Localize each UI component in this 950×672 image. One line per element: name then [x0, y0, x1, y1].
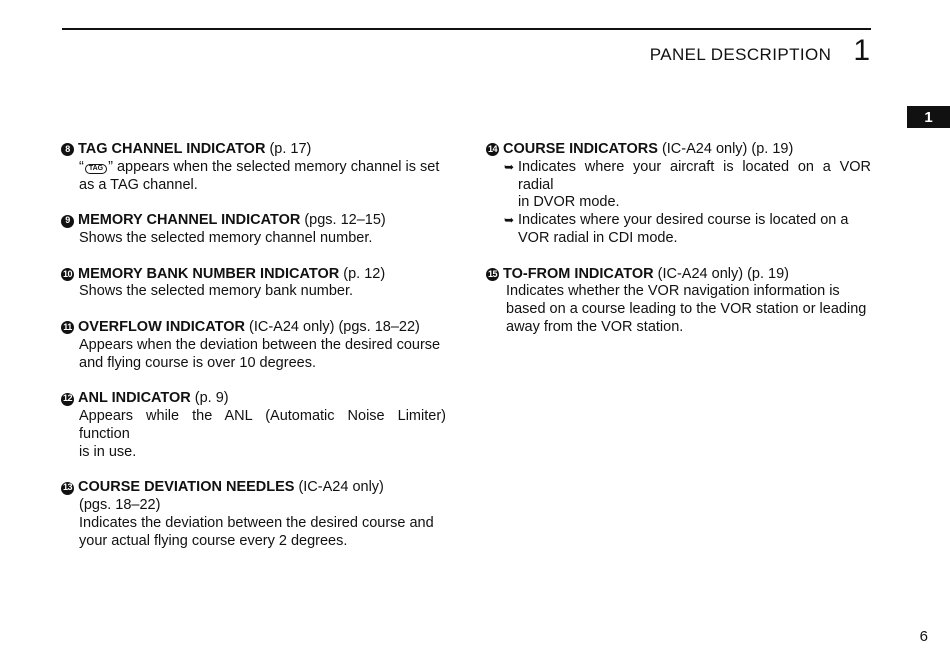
- bullet-text: VOR radial in CDI mode.: [518, 229, 678, 246]
- description-text: is in use.: [79, 443, 137, 460]
- page-reference: (pgs. 12–15): [304, 212, 386, 229]
- description-text: Indicates whether the VOR navigation information is: [506, 283, 840, 300]
- right-arrow-icon: ➥: [504, 159, 515, 174]
- item-description: [61, 497, 446, 550]
- bullet-item: [486, 212, 871, 230]
- bullet-continuation: [486, 230, 871, 248]
- item-title: COURSE DEVIATION NEEDLES: [78, 479, 295, 496]
- description-text: away from the VOR station.: [506, 318, 684, 335]
- page-header: [650, 34, 870, 68]
- right-arrow-icon: ➥: [504, 213, 515, 228]
- bullet-text: Indicates where your aircraft is located on a VOR radial: [518, 158, 871, 193]
- bullet-item: [486, 159, 871, 195]
- item-title: MEMORY BANK NUMBER INDICATOR: [78, 265, 340, 282]
- description-text: based on a course leading to the VOR station or leading: [506, 301, 867, 318]
- item-anl: [61, 390, 446, 461]
- item-title: ANL INDICATOR: [78, 390, 191, 407]
- item-header: [61, 141, 446, 159]
- number-14-icon: 14: [486, 143, 499, 156]
- page-reference: (p. 9): [194, 390, 229, 407]
- item-description: [61, 159, 446, 195]
- description-text: your actual flying course every 2 degrees.: [79, 532, 348, 549]
- item-memory-bank: [61, 266, 446, 302]
- description-text: ” appears when the selected memory channel is set: [108, 158, 440, 175]
- left-column: [61, 141, 446, 568]
- chapter-tab: 1: [907, 106, 950, 128]
- number-11-icon: 11: [61, 321, 74, 334]
- item-header: [486, 141, 871, 159]
- item-memory-channel: [61, 212, 446, 248]
- item-title: OVERFLOW INDICATOR: [78, 318, 246, 335]
- item-course-indicators: [486, 141, 871, 248]
- description-text: Appears while the ANL (Automatic Noise Limiter) function: [79, 407, 446, 442]
- item-description: [61, 337, 446, 373]
- description-text: and flying course is over 10 degrees.: [79, 354, 316, 371]
- description-text: as a TAG channel.: [79, 176, 198, 193]
- item-description: [61, 283, 446, 301]
- description-text: (pgs. 18–22): [79, 496, 161, 513]
- bullet-continuation: [486, 194, 871, 212]
- open-quote: “: [79, 158, 84, 175]
- item-title: MEMORY CHANNEL INDICATOR: [78, 212, 301, 229]
- item-description: [61, 408, 446, 461]
- item-description: [61, 230, 446, 248]
- page-reference: (IC-A24 only) (pgs. 18–22): [249, 318, 420, 335]
- item-title: TAG CHANNEL INDICATOR: [78, 141, 266, 157]
- item-to-from: [486, 266, 871, 337]
- item-header: [61, 319, 446, 337]
- page-reference: (IC-A24 only) (p. 19): [661, 141, 794, 157]
- item-tag-channel: [61, 141, 446, 194]
- description-text: Appears when the deviation between the desired course: [79, 336, 441, 353]
- chapter-number: 1: [853, 34, 870, 67]
- item-header: [61, 390, 446, 408]
- item-header: [61, 212, 446, 230]
- page-reference: (p. 12): [343, 265, 386, 282]
- item-description: [486, 283, 871, 336]
- header-rule: [62, 28, 871, 30]
- number-8-icon: 8: [61, 143, 74, 156]
- item-header: [486, 266, 871, 284]
- bullet-text: Indicates where your desired course is located on a: [518, 212, 849, 229]
- page-reference: (IC-A24 only) (p. 19): [657, 265, 789, 282]
- tag-icon: TAG: [85, 164, 107, 174]
- description-text: Shows the selected memory channel number.: [79, 229, 373, 246]
- page-number: 6: [919, 628, 928, 645]
- item-title: COURSE INDICATORS: [503, 141, 658, 157]
- description-text: Shows the selected memory bank number.: [79, 283, 354, 300]
- description-text: Indicates the deviation between the desired course and: [79, 514, 434, 531]
- item-course-deviation: [61, 479, 446, 550]
- section-title: PANEL DESCRIPTION: [649, 45, 832, 64]
- item-overflow: [61, 319, 446, 372]
- right-column: [486, 141, 871, 355]
- page-reference: (p. 17): [269, 141, 312, 157]
- number-15-icon: 15: [486, 268, 499, 281]
- number-13-icon: 13: [61, 482, 74, 495]
- number-12-icon: 12: [61, 393, 74, 406]
- item-header: [61, 479, 446, 497]
- number-9-icon: 9: [61, 215, 74, 228]
- bullet-text: in DVOR mode.: [518, 194, 620, 211]
- item-title: TO-FROM INDICATOR: [503, 265, 654, 282]
- number-10-icon: 10: [61, 268, 74, 281]
- item-header: [61, 266, 446, 284]
- page-reference: (IC-A24 only): [298, 479, 384, 496]
